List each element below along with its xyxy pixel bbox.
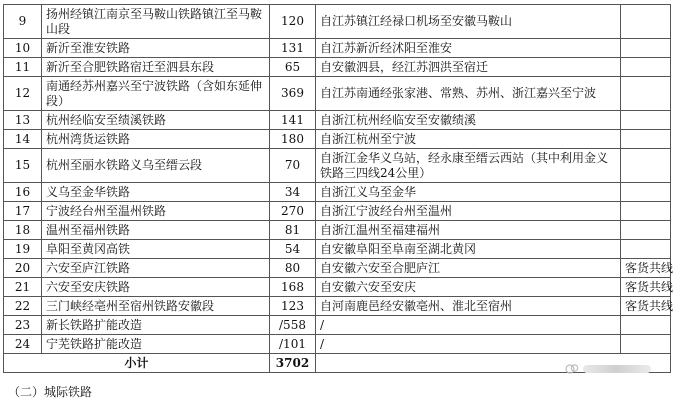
table-row — [4, 58, 671, 77]
row-number: 21 — [4, 278, 42, 297]
railway-length: /558 — [270, 316, 316, 335]
railway-note — [621, 130, 671, 149]
railway-route: / — [316, 316, 621, 335]
row-number: 24 — [4, 335, 42, 354]
railway-table — [3, 4, 674, 373]
railway-route: 自浙江宁波经台州至温州 — [316, 202, 621, 221]
railway-length: /101 — [270, 335, 316, 354]
table-row — [4, 111, 671, 130]
subtotal-value: 3702 — [270, 354, 316, 373]
railway-note — [621, 5, 671, 39]
railway-note — [621, 240, 671, 259]
railway-note — [621, 316, 671, 335]
railway-route: 自安徽阜阳至阜南至湖北黄冈 — [316, 240, 621, 259]
railway-length: 34 — [270, 183, 316, 202]
railway-note: 客货共线 — [621, 259, 671, 278]
railway-route: 自安徽泗县，经江苏泗洪至宿迁 — [316, 58, 621, 77]
railway-route: 自浙江义乌至金华 — [316, 183, 621, 202]
row-number: 9 — [4, 5, 42, 39]
railway-name: 阜阳至黄冈高铁 — [42, 240, 270, 259]
railway-name: 六安至庐江铁路 — [42, 259, 270, 278]
railway-note — [621, 335, 671, 354]
section-heading: （二）城际铁路 — [8, 385, 93, 399]
railway-name: 杭州至丽水铁路义乌至缙云段 — [42, 149, 270, 183]
railway-name: 杭州湾货运铁路 — [42, 130, 270, 149]
railway-route: 自江苏新沂经沭阳至淮安 — [316, 39, 621, 58]
railway-note — [621, 202, 671, 221]
railway-route: 自江苏南通经张家港、常熟、苏州、浙江嘉兴至宁波 — [316, 77, 621, 111]
railway-table-body — [4, 5, 674, 373]
row-number: 12 — [4, 77, 42, 111]
railway-length: 81 — [270, 221, 316, 240]
watermark — [565, 362, 655, 376]
railway-length: 141 — [270, 111, 316, 130]
railway-length: 80 — [270, 259, 316, 278]
railway-length: 120 — [270, 5, 316, 39]
railway-note — [621, 183, 671, 202]
railway-name: 杭州经临安至绩溪铁路 — [42, 111, 270, 130]
railway-note — [621, 77, 671, 111]
row-number: 14 — [4, 130, 42, 149]
table-row — [4, 335, 671, 354]
railway-name: 六安至安庆铁路 — [42, 278, 270, 297]
row-number: 16 — [4, 183, 42, 202]
railway-length: 270 — [270, 202, 316, 221]
railway-route: 自浙江金华义乌站，经永康至缙云西站（其中利用金义铁路三四线24公里） — [316, 149, 621, 183]
watermark-logo-icon — [565, 363, 579, 375]
railway-note — [621, 149, 671, 183]
railway-name: 新沂至合肥铁路宿迁至泗县东段 — [42, 58, 270, 77]
railway-name: 义乌至金华铁路 — [42, 183, 270, 202]
row-number: 15 — [4, 149, 42, 183]
railway-name: 扬州经镇江南京至马鞍山铁路镇江至马鞍山段 — [42, 5, 270, 39]
table-row — [4, 240, 671, 259]
railway-route: 自江苏镇江经禄口机场至安徽马鞍山 — [316, 5, 621, 39]
row-number: 13 — [4, 111, 42, 130]
railway-name: 南通经苏州嘉兴至宁波铁路（含如东延伸段） — [42, 77, 270, 111]
row-number: 18 — [4, 221, 42, 240]
railway-route: 自浙江杭州至宁波 — [316, 130, 621, 149]
railway-route: 自浙江杭州经临安至安徽绩溪 — [316, 111, 621, 130]
railway-note: 客货共线 — [621, 297, 671, 316]
table-row — [4, 278, 671, 297]
railway-length: 180 — [270, 130, 316, 149]
railway-note: 客货共线 — [621, 278, 671, 297]
railway-name: 三门峡经亳州至宿州铁路安徽段 — [42, 297, 270, 316]
table-row — [4, 316, 671, 335]
railway-route: 自安徽六安至合肥庐江 — [316, 259, 621, 278]
table-row — [4, 202, 671, 221]
railway-length: 54 — [270, 240, 316, 259]
railway-note — [621, 39, 671, 58]
railway-note — [621, 58, 671, 77]
table-row — [4, 297, 671, 316]
railway-route: 自河南鹿邑经安徽亳州、淮北至宿州 — [316, 297, 621, 316]
row-number: 20 — [4, 259, 42, 278]
railway-route: 自安徽六安至安庆 — [316, 278, 621, 297]
railway-length: 369 — [270, 77, 316, 111]
railway-note — [621, 221, 671, 240]
railway-name: 宁波经台州至温州铁路 — [42, 202, 270, 221]
row-number: 23 — [4, 316, 42, 335]
table-row — [4, 183, 671, 202]
railway-length: 123 — [270, 297, 316, 316]
watermark-blurred-text — [583, 365, 651, 373]
subtotal-label: 小计 — [4, 354, 270, 373]
table-row — [4, 149, 671, 183]
table-row — [4, 130, 671, 149]
row-number: 19 — [4, 240, 42, 259]
railway-name: 新长铁路扩能改造 — [42, 316, 270, 335]
row-number: 11 — [4, 58, 42, 77]
table-row — [4, 259, 671, 278]
railway-note — [621, 111, 671, 130]
railway-length: 168 — [270, 278, 316, 297]
row-number: 10 — [4, 39, 42, 58]
railway-name: 新沂至淮安铁路 — [42, 39, 270, 58]
table-row — [4, 5, 671, 39]
railway-length: 131 — [270, 39, 316, 58]
railway-length: 70 — [270, 149, 316, 183]
table-row — [4, 39, 671, 58]
railway-name: 温州至福州铁路 — [42, 221, 270, 240]
row-number: 22 — [4, 297, 42, 316]
railway-name: 宁芜铁路扩能改造 — [42, 335, 270, 354]
table-row — [4, 221, 671, 240]
table-row — [4, 77, 671, 111]
railway-route: 自浙江温州至福建福州 — [316, 221, 621, 240]
railway-route: / — [316, 335, 621, 354]
railway-length: 65 — [270, 58, 316, 77]
row-number: 17 — [4, 202, 42, 221]
